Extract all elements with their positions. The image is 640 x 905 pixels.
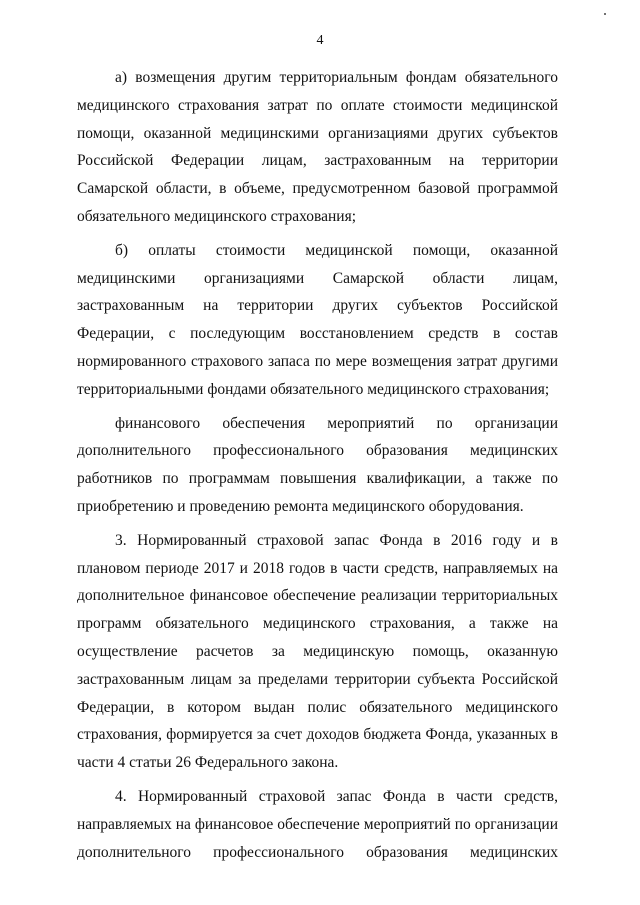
paragraph-4: 4. Нормированный страховой запас Фонда в части средств, направляемых на финансовое обеспечение мероприятий по организации дополнительного профессионального образования медицинских	[77, 787, 558, 861]
paragraph-3: 3. Нормированный страховой запас Фонда в 2016 году и в плановом периоде 2017 и 2018 годов в части средств, направляемых на дополнительное финансовое обеспечение реализации территориальных программ обязательного медицинского страхования, а также на осуществление расчетов за медицинскую помощь, оказанную застрахованным лицам за пределами территории субъекта Российской Федерации, в котором выдан полис обязательного медицинского страхования, формируется за счет доходов бюджета Фонда, указанных в части 4 статьи 26 Федерального закона.	[77, 531, 558, 772]
scan-speck	[604, 13, 606, 15]
page-number: 4	[316, 33, 324, 48]
paragraph-a: а) возмещения другим территориальным фондам обязательного медицинского страхования затрат по оплате стоимости медицинской помощи, оказанной медицинскими организациями других субъектов Российской Федерации лицам, застрахованным на территории Самарской области, в объеме, предусмотренном базовой программой обязательного медицинского страхования;	[77, 69, 558, 225]
paragraph-financing: финансового обеспечения мероприятий по организации дополнительного профессионального образования медицинских работников по программам повышения квалификации, а также по приобретению и проведению ремонта медицинского оборудования.	[77, 414, 558, 515]
body-text	[77, 64, 558, 872]
paragraph-b: б) оплаты стоимости медицинской помощи, оказанной медицинскими организациями Самарской области лицам, застрахованным на территории других субъектов Российской Федерации, с последующим восстановлением средств в состав нормированного страхового запаса по мере возмещения затрат другими территориальными фондами обязательного медицинского страхования;	[77, 241, 558, 398]
